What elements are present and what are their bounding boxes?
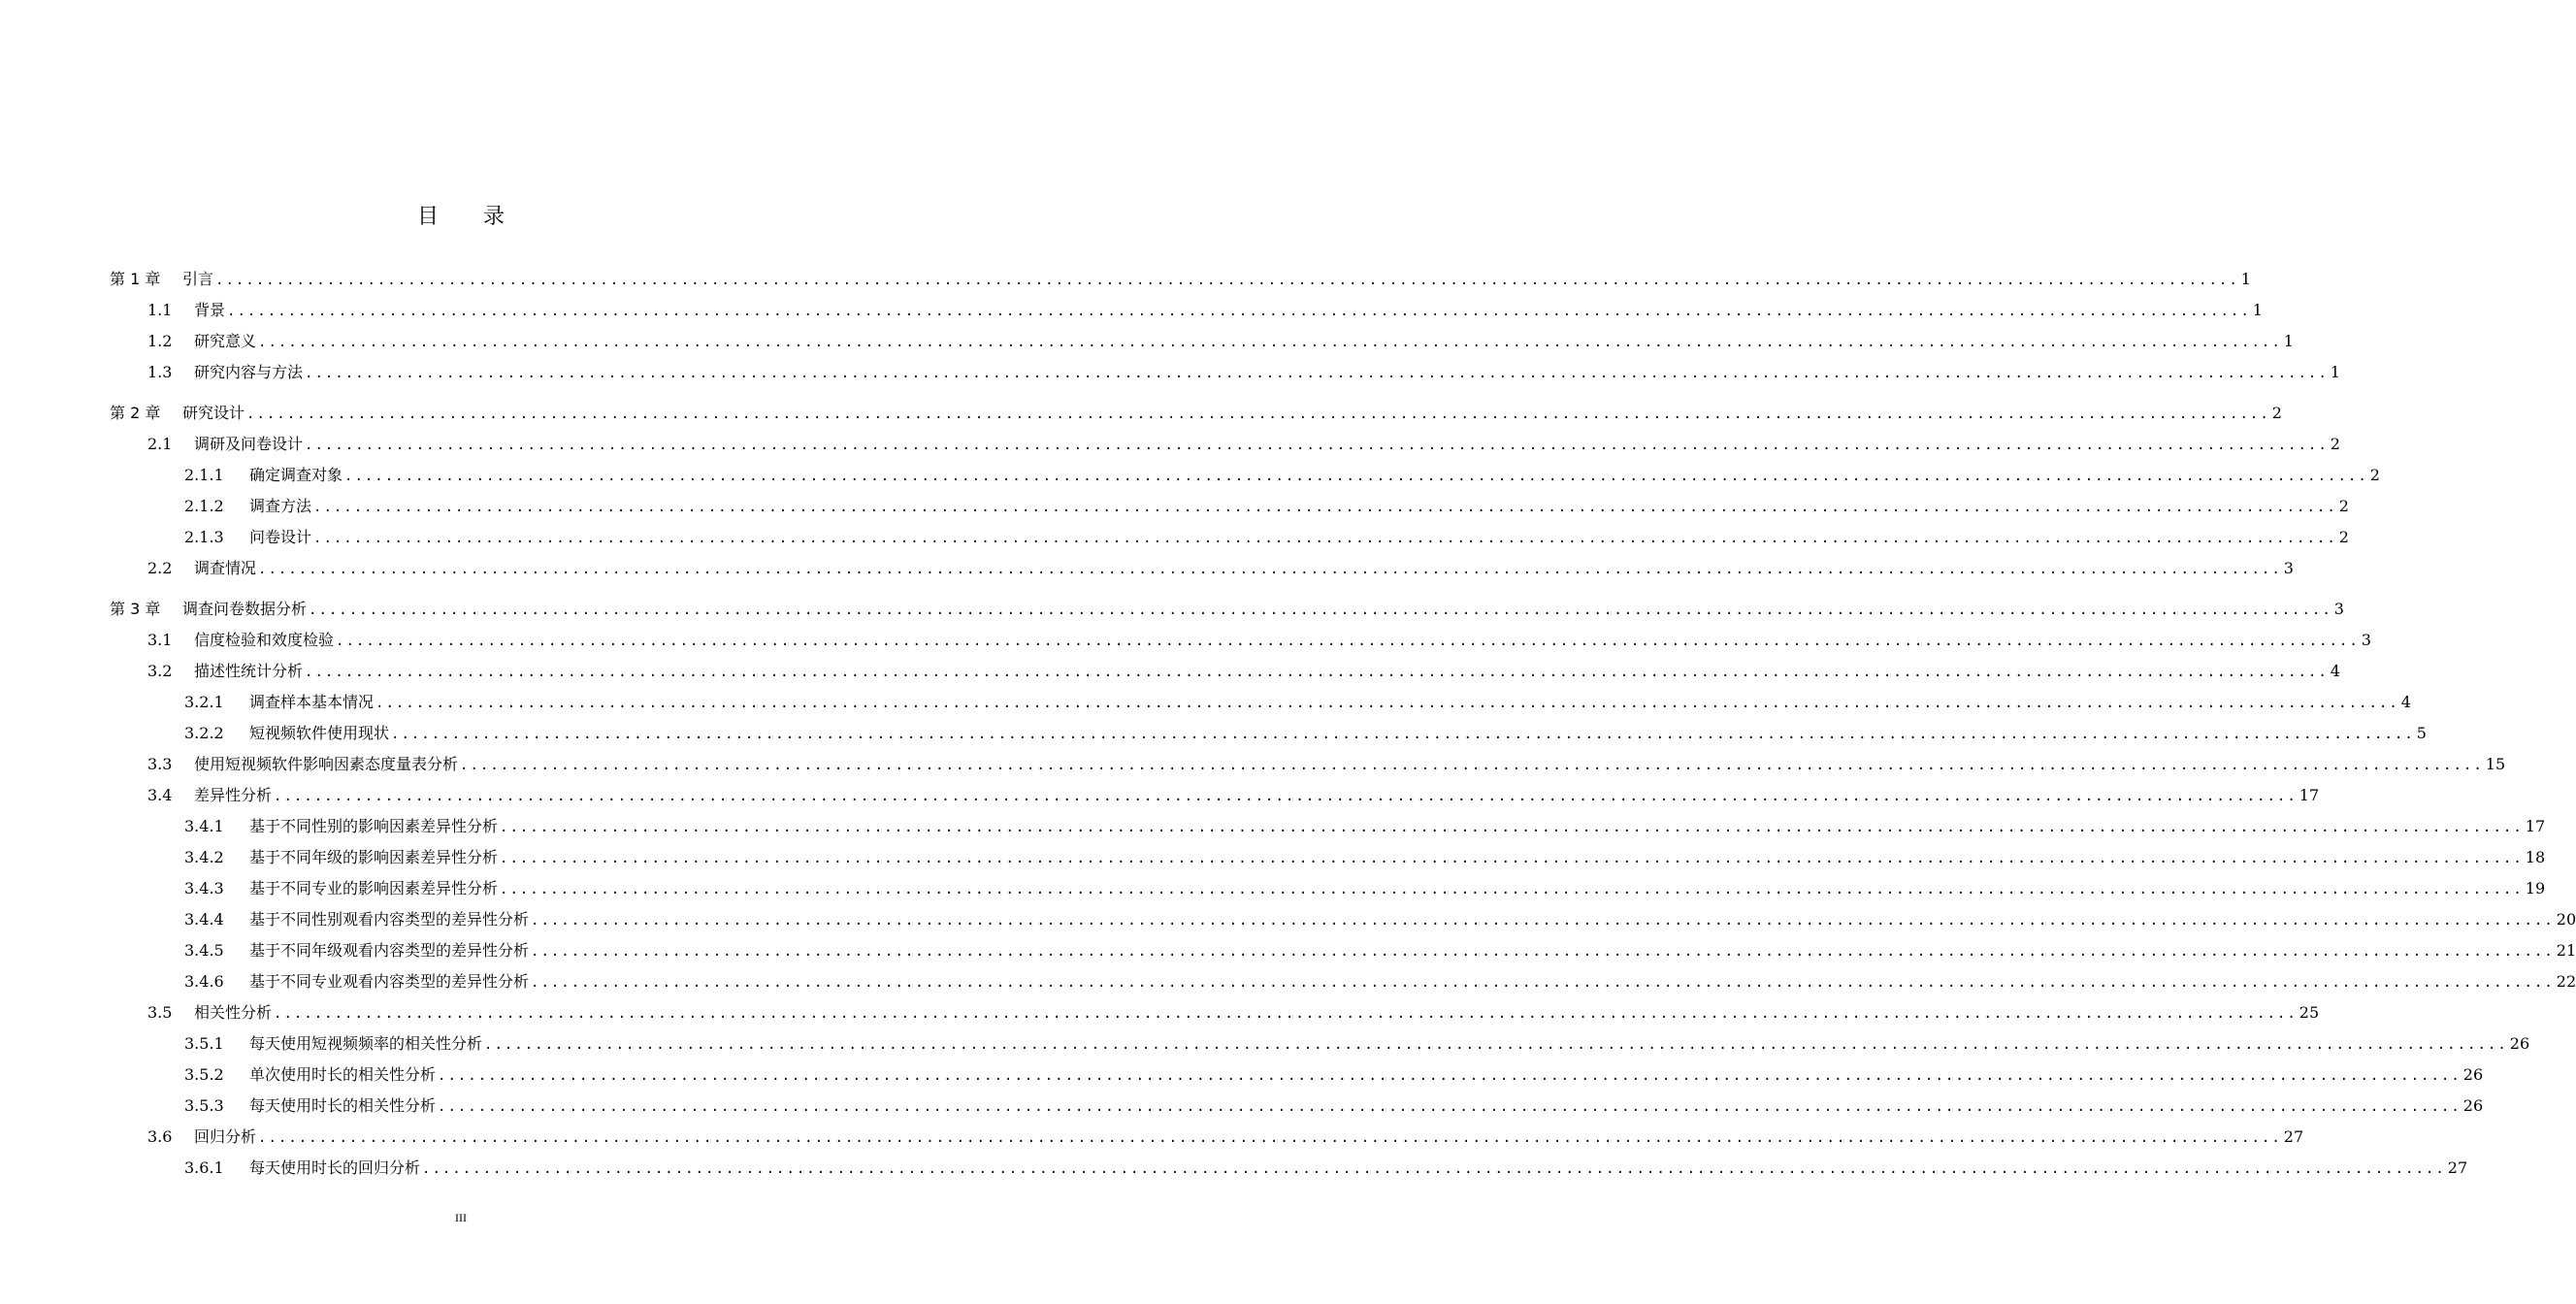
- toc-entry-page: 1: [2252, 301, 2263, 319]
- page-number-label: III: [455, 1211, 467, 1224]
- toc-entry-page: 26: [2462, 1096, 2484, 1115]
- toc-dot-leader: ........................................................................................................................................................................................................: [258, 562, 2282, 577]
- toc-dot-leader: ........................................................................................................................................................................................................: [500, 820, 2524, 835]
- toc-entry-number: 2.1.3: [184, 528, 224, 546]
- toc-entry[interactable]: [147, 656, 2340, 687]
- toc-entry[interactable]: [147, 429, 2340, 460]
- toc-dot-leader: ........................................................................................................................................................................................................: [313, 531, 2337, 546]
- toc-dot-leader: ........................................................................................................................................................................................................: [500, 882, 2524, 897]
- toc-dot-leader: ........................................................................................................................................................................................................: [438, 1099, 2462, 1115]
- toc-dot-leader: ........................................................................................................................................................................................................: [500, 851, 2524, 866]
- toc-entry-page: 17: [2299, 786, 2320, 804]
- toc-entry-title: 回归分析: [194, 1127, 257, 1146]
- toc-entry-title: 每天使用时长的相关性分析: [249, 1096, 437, 1115]
- toc-entry-title: 调查问卷数据分析: [182, 600, 308, 618]
- toc-entry-page: 1: [2283, 332, 2294, 350]
- toc-entry-page: 2: [2338, 497, 2349, 515]
- toc-entry-page: 2: [2330, 435, 2340, 453]
- toc-entry[interactable]: [184, 491, 2349, 522]
- toc-entry[interactable]: [147, 295, 2263, 326]
- toc-entry-title: 短视频软件使用现状: [249, 724, 390, 742]
- toc-entry-page: 3: [2333, 600, 2344, 618]
- toc-dot-leader: ........................................................................................................................................................................................................: [305, 438, 2329, 453]
- toc-entry-title: 调查方法: [249, 497, 312, 515]
- toc-entry-number: 3.2.1: [184, 693, 224, 711]
- toc-entry-title: 基于不同性别观看内容类型的差异性分析: [249, 910, 530, 929]
- toc-entry-number: 3.5.3: [184, 1096, 224, 1115]
- toc-entry[interactable]: [184, 1060, 2484, 1091]
- toc-entry-page: 2: [2271, 404, 2282, 422]
- toc-entry-title: 调查样本基本情况: [249, 693, 375, 711]
- toc-dot-leader: ........................................................................................................................................................................................................: [438, 1068, 2462, 1084]
- toc-dot-leader: ........................................................................................................................................................................................................: [258, 1130, 2282, 1146]
- toc-dot-leader: ........................................................................................................................................................................................................: [531, 944, 2555, 960]
- toc-entry-page: 1: [2330, 363, 2340, 381]
- toc-title-char-1: 目: [416, 205, 439, 229]
- toc-dot-leader: ........................................................................................................................................................................................................: [246, 407, 2270, 422]
- toc-title-char-2: 录: [483, 205, 505, 229]
- toc-entry-page: 5: [2416, 724, 2427, 742]
- toc-entry-page: 3: [2361, 631, 2371, 649]
- toc-dot-leader: ........................................................................................................................................................................................................: [391, 727, 2415, 742]
- toc-dot-leader: ........................................................................................................................................................................................................: [305, 366, 2329, 381]
- toc-entry-title: 问卷设计: [249, 528, 312, 546]
- toc-entry[interactable]: [184, 522, 2349, 553]
- toc-entry-number: 3.4.2: [184, 848, 224, 866]
- toc-entry-number: 3.5.2: [184, 1065, 224, 1084]
- toc-entry-title: 每天使用时长的回归分析: [249, 1158, 421, 1177]
- toc-entry[interactable]: [184, 904, 2576, 935]
- toc-dot-leader: ........................................................................................................................................................................................................: [313, 500, 2337, 515]
- toc-entry-title: 引言: [182, 270, 214, 288]
- toc-entry[interactable]: [147, 625, 2371, 656]
- toc-entry-number: 2.2: [147, 559, 173, 577]
- toc-entry-title: 背景: [194, 301, 226, 319]
- toc-entry-page: 2: [2338, 528, 2349, 546]
- toc-dot-leader: ........................................................................................................................................................................................................: [344, 469, 2368, 484]
- toc-entry[interactable]: [147, 780, 2320, 811]
- toc-dot-leader: ........................................................................................................................................................................................................: [305, 665, 2329, 680]
- toc-dot-leader: ........................................................................................................................................................................................................: [258, 335, 2282, 350]
- toc-entry[interactable]: [147, 553, 2294, 584]
- toc-entry-title: 基于不同性别的影响因素差异性分析: [249, 817, 499, 835]
- toc-dot-leader: ........................................................................................................................................................................................................: [484, 1037, 2508, 1053]
- toc-entry-page: 27: [2447, 1158, 2468, 1177]
- toc-entry-title: 基于不同年级的影响因素差异性分析: [249, 848, 499, 866]
- toc-entry[interactable]: [184, 935, 2576, 966]
- toc-entry[interactable]: [184, 460, 2380, 491]
- toc-entry[interactable]: [184, 811, 2546, 842]
- toc-entry-page: 27: [2283, 1127, 2304, 1146]
- toc-entry-number: 3.4.3: [184, 879, 224, 897]
- toc-entry-title: 基于不同年级观看内容类型的差异性分析: [249, 941, 530, 960]
- toc-entry-title: 确定调查对象: [249, 466, 343, 484]
- toc-entry-page: 1: [2240, 270, 2251, 288]
- toc-dot-leader: ........................................................................................................................................................................................................: [531, 913, 2555, 929]
- toc-entry-number: 3.4.1: [184, 817, 224, 835]
- toc-entry-number: 第 1 章: [110, 270, 161, 288]
- toc-entry[interactable]: [184, 1028, 2530, 1060]
- toc-entry-page: 20: [2556, 910, 2576, 929]
- toc-entry-number: 3.4.6: [184, 972, 224, 991]
- toc-entry[interactable]: [184, 718, 2427, 749]
- toc-entry-number: 3.3: [147, 755, 173, 773]
- toc-entry-number: 3.2.2: [184, 724, 224, 742]
- toc-dot-leader: ........................................................................................................................................................................................................: [531, 975, 2555, 991]
- toc-dot-leader: ........................................................................................................................................................................................................: [309, 603, 2332, 618]
- toc-entry-title: 基于不同专业观看内容类型的差异性分析: [249, 972, 530, 991]
- toc-entry-number: 1.3: [147, 363, 173, 381]
- toc-entry[interactable]: [147, 326, 2294, 357]
- toc-entry-title: 使用短视频软件影响因素态度量表分析: [194, 755, 459, 773]
- toc-entry[interactable]: [110, 264, 2251, 295]
- toc-entry[interactable]: [147, 997, 2320, 1028]
- toc-entry-title: 研究意义: [194, 332, 257, 350]
- toc-entry-page: 18: [2525, 848, 2546, 866]
- toc-entry-number: 2.1.1: [184, 466, 224, 484]
- toc-entry-page: 21: [2556, 941, 2576, 960]
- toc-entry-page: 17: [2525, 817, 2546, 835]
- toc-dot-leader: ........................................................................................................................................................................................................: [422, 1161, 2446, 1177]
- toc-title: [0, 200, 922, 230]
- toc-entry[interactable]: [184, 1153, 2468, 1184]
- toc-entry[interactable]: [184, 966, 2576, 997]
- toc-entry-number: 3.6: [147, 1127, 173, 1146]
- toc-entry[interactable]: [184, 1091, 2484, 1122]
- toc-entry-title: 研究内容与方法: [194, 363, 304, 381]
- toc-entry-title: 基于不同专业的影响因素差异性分析: [249, 879, 499, 897]
- toc-dot-leader: ........................................................................................................................................................................................................: [215, 273, 2239, 288]
- page-footer: [0, 1211, 922, 1225]
- toc-dot-leader: ........................................................................................................................................................................................................: [375, 696, 2399, 711]
- toc-entry-title: 描述性统计分析: [194, 662, 304, 680]
- toc-entry-title: 单次使用时长的相关性分析: [249, 1065, 437, 1084]
- toc-entry[interactable]: [184, 873, 2546, 904]
- toc-entry[interactable]: [110, 398, 2282, 429]
- toc-entry-number: 3.5: [147, 1003, 173, 1022]
- toc-entry-title: 调查情况: [194, 559, 257, 577]
- toc-entry-title: 每天使用短视频频率的相关性分析: [249, 1034, 483, 1053]
- toc-entry-number: 第 3 章: [110, 600, 161, 618]
- toc-entry-title: 相关性分析: [194, 1003, 273, 1022]
- toc-entry[interactable]: [110, 594, 2344, 625]
- toc-entry[interactable]: [184, 842, 2546, 873]
- toc-entry-page: 25: [2299, 1003, 2320, 1022]
- toc-entry-page: 3: [2283, 559, 2294, 577]
- toc-entry-number: 1.1: [147, 301, 173, 319]
- toc-entry-number: 第 2 章: [110, 404, 161, 422]
- toc-entry[interactable]: [184, 687, 2411, 718]
- toc-entry-number: 1.2: [147, 332, 173, 350]
- toc-entry-title: 差异性分析: [194, 786, 273, 804]
- toc-entry-page: 26: [2462, 1065, 2484, 1084]
- toc-entry-page: 22: [2556, 972, 2576, 991]
- toc-entry-page: 19: [2525, 879, 2546, 897]
- toc-entry-number: 2.1: [147, 435, 173, 453]
- toc-entry-page: 4: [2330, 662, 2340, 680]
- toc-entry[interactable]: [147, 357, 2340, 388]
- toc-entry[interactable]: [147, 749, 2506, 780]
- toc-entry-number: 3.4.4: [184, 910, 224, 929]
- toc-entry-number: 3.1: [147, 631, 173, 649]
- toc-dot-leader: ........................................................................................................................................................................................................: [336, 634, 2360, 649]
- toc-dot-leader: ........................................................................................................................................................................................................: [274, 1006, 2298, 1022]
- toc-entry[interactable]: [147, 1122, 2304, 1153]
- toc-entry-title: 研究设计: [182, 404, 245, 422]
- toc-dot-leader: ........................................................................................................................................................................................................: [274, 789, 2298, 804]
- toc-entry-number: 3.4.5: [184, 941, 224, 960]
- toc-dot-leader: ........................................................................................................................................................................................................: [227, 304, 2251, 319]
- toc-entry-page: 15: [2485, 755, 2506, 773]
- toc-entry-page: 26: [2509, 1034, 2530, 1053]
- toc-entry-title: 信度检验和效度检验: [194, 631, 335, 649]
- toc-entry-title: 调研及问卷设计: [194, 435, 304, 453]
- toc-entry-number: 3.5.1: [184, 1034, 224, 1053]
- toc-entry-number: 3.4: [147, 786, 173, 804]
- toc-entry-page: 2: [2369, 466, 2380, 484]
- toc-entry-number: 3.2: [147, 662, 173, 680]
- toc-entry-number: 2.1.2: [184, 497, 224, 515]
- toc-dot-leader: ........................................................................................................................................................................................................: [460, 758, 2484, 773]
- toc-entry-page: 4: [2400, 693, 2411, 711]
- toc-entry-number: 3.6.1: [184, 1158, 224, 1177]
